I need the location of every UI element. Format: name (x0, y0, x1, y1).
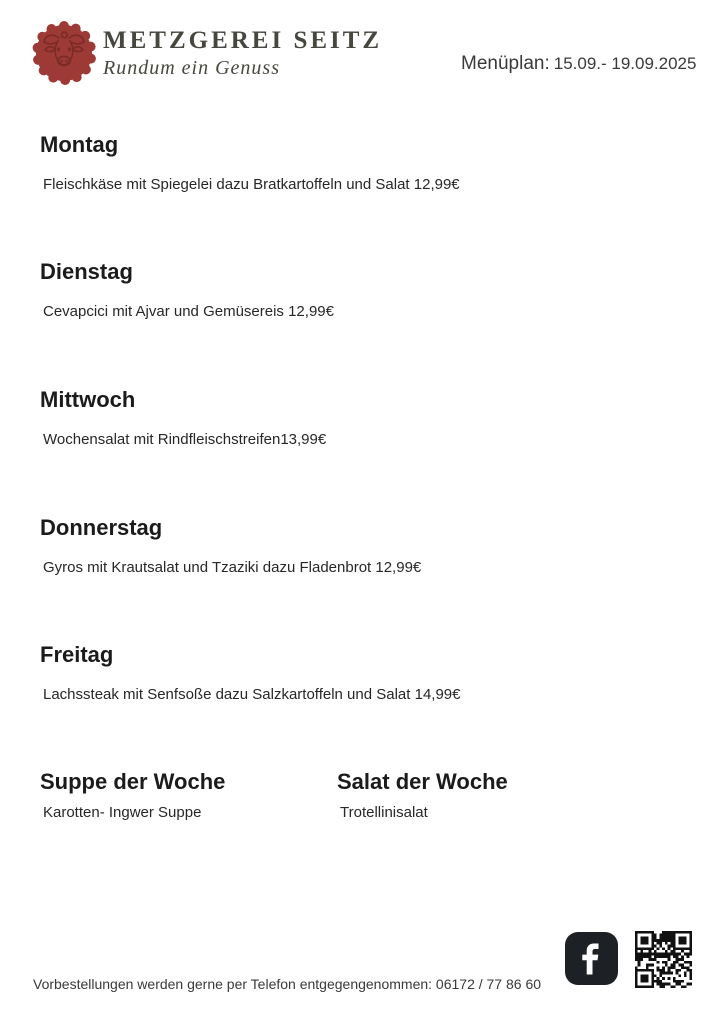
day-heading: Mittwoch (40, 387, 136, 412)
brand-name: METZGEREI SEITZ (103, 27, 383, 54)
menu-plan-daterange (461, 53, 696, 75)
day-dish: Gyros mit Krautsalat und Tzaziki dazu Fladenbrot 12,99€ (43, 559, 422, 576)
special-salad-of-week (337, 771, 508, 821)
facebook-icon[interactable] (565, 932, 618, 985)
day-section-donnerstag (40, 517, 680, 577)
preorder-note: Vorbestellungen werden gerne per Telefon entgegengenommen: 06172 / 77 86 60 (33, 976, 542, 992)
special-heading: Suppe der Woche (40, 769, 226, 794)
butcher-seal-logo-icon (32, 21, 96, 85)
day-section-mittwoch (40, 389, 680, 449)
day-dish: Fleischkäse mit Spiegelei dazu Bratkartoffeln und Salat 12,99€ (43, 176, 460, 193)
day-dish: Cevapcici mit Ajvar und Gemüsereis 12,99€ (43, 303, 334, 320)
special-dish: Trotellinisalat (340, 804, 428, 821)
menu-plan-dates: 15.09.- 19.09.2025 (553, 54, 697, 73)
day-section-dienstag (40, 261, 680, 321)
day-section-freitag (40, 644, 680, 704)
day-dish: Lachssteak mit Senfsoße dazu Salzkartoffeln und Salat 14,99€ (43, 686, 461, 703)
special-soup-of-week (40, 771, 225, 821)
day-section-montag (40, 134, 680, 194)
special-heading: Salat der Woche (337, 769, 508, 794)
special-dish: Karotten- Ingwer Suppe (43, 804, 202, 821)
brand-tagline: Rundum ein Genuss (103, 57, 280, 79)
brand-block (103, 27, 382, 80)
qr-code[interactable] (635, 931, 692, 988)
day-heading: Freitag (40, 642, 114, 667)
day-dish: Wochensalat mit Rindfleischstreifen13,99€ (43, 431, 327, 448)
day-heading: Dienstag (40, 259, 133, 284)
menu-plan-label: Menüplan: (461, 53, 550, 74)
day-heading: Donnerstag (40, 515, 163, 540)
day-heading: Montag (40, 132, 119, 157)
